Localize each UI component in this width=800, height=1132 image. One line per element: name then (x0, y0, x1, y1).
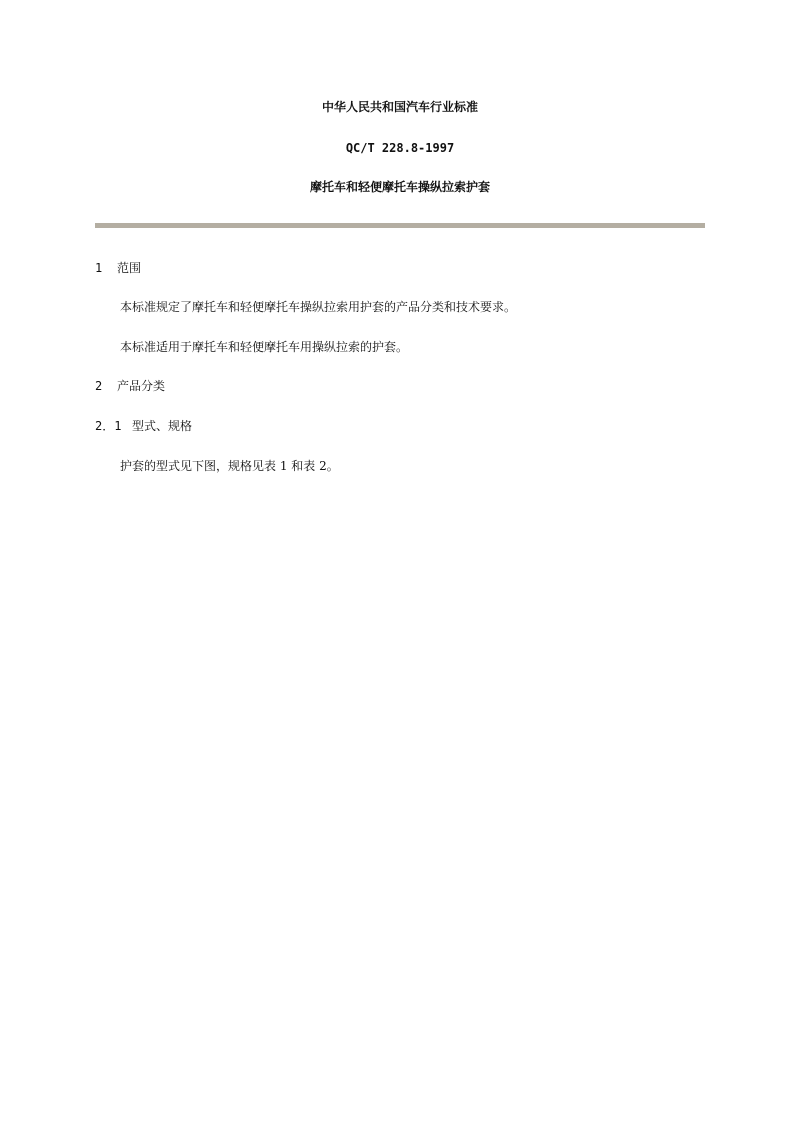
subsection-number: 2．1 (95, 419, 122, 433)
section-number: 2 (95, 379, 103, 393)
header-divider (95, 223, 705, 228)
section-title: 产品分类 (117, 379, 166, 393)
document-title: 摩托车和轻便摩托车操纵拉索护套 (309, 180, 490, 194)
standard-issuer: 中华人民共和国汽车行业标准 (321, 100, 478, 114)
section-number: 1 (95, 261, 103, 275)
paragraph: 本标准适用于摩托车和轻便摩托车用操纵拉索的护套。 (120, 340, 409, 354)
section-title: 范围 (117, 261, 142, 275)
subsection-heading-type-spec (95, 418, 192, 434)
section-heading-scope (95, 260, 141, 276)
paragraph: 护套的型式见下图，规格见表 1 和表 2。 (120, 459, 339, 473)
standard-code: QC/T 228.8-1997 (345, 141, 455, 155)
paragraph: 本标准规定了摩托车和轻便摩托车操纵拉索用护套的产品分类和技术要求。 (120, 300, 517, 314)
subsection-title: 型式、规格 (132, 419, 193, 433)
section-heading-classification (95, 378, 165, 394)
